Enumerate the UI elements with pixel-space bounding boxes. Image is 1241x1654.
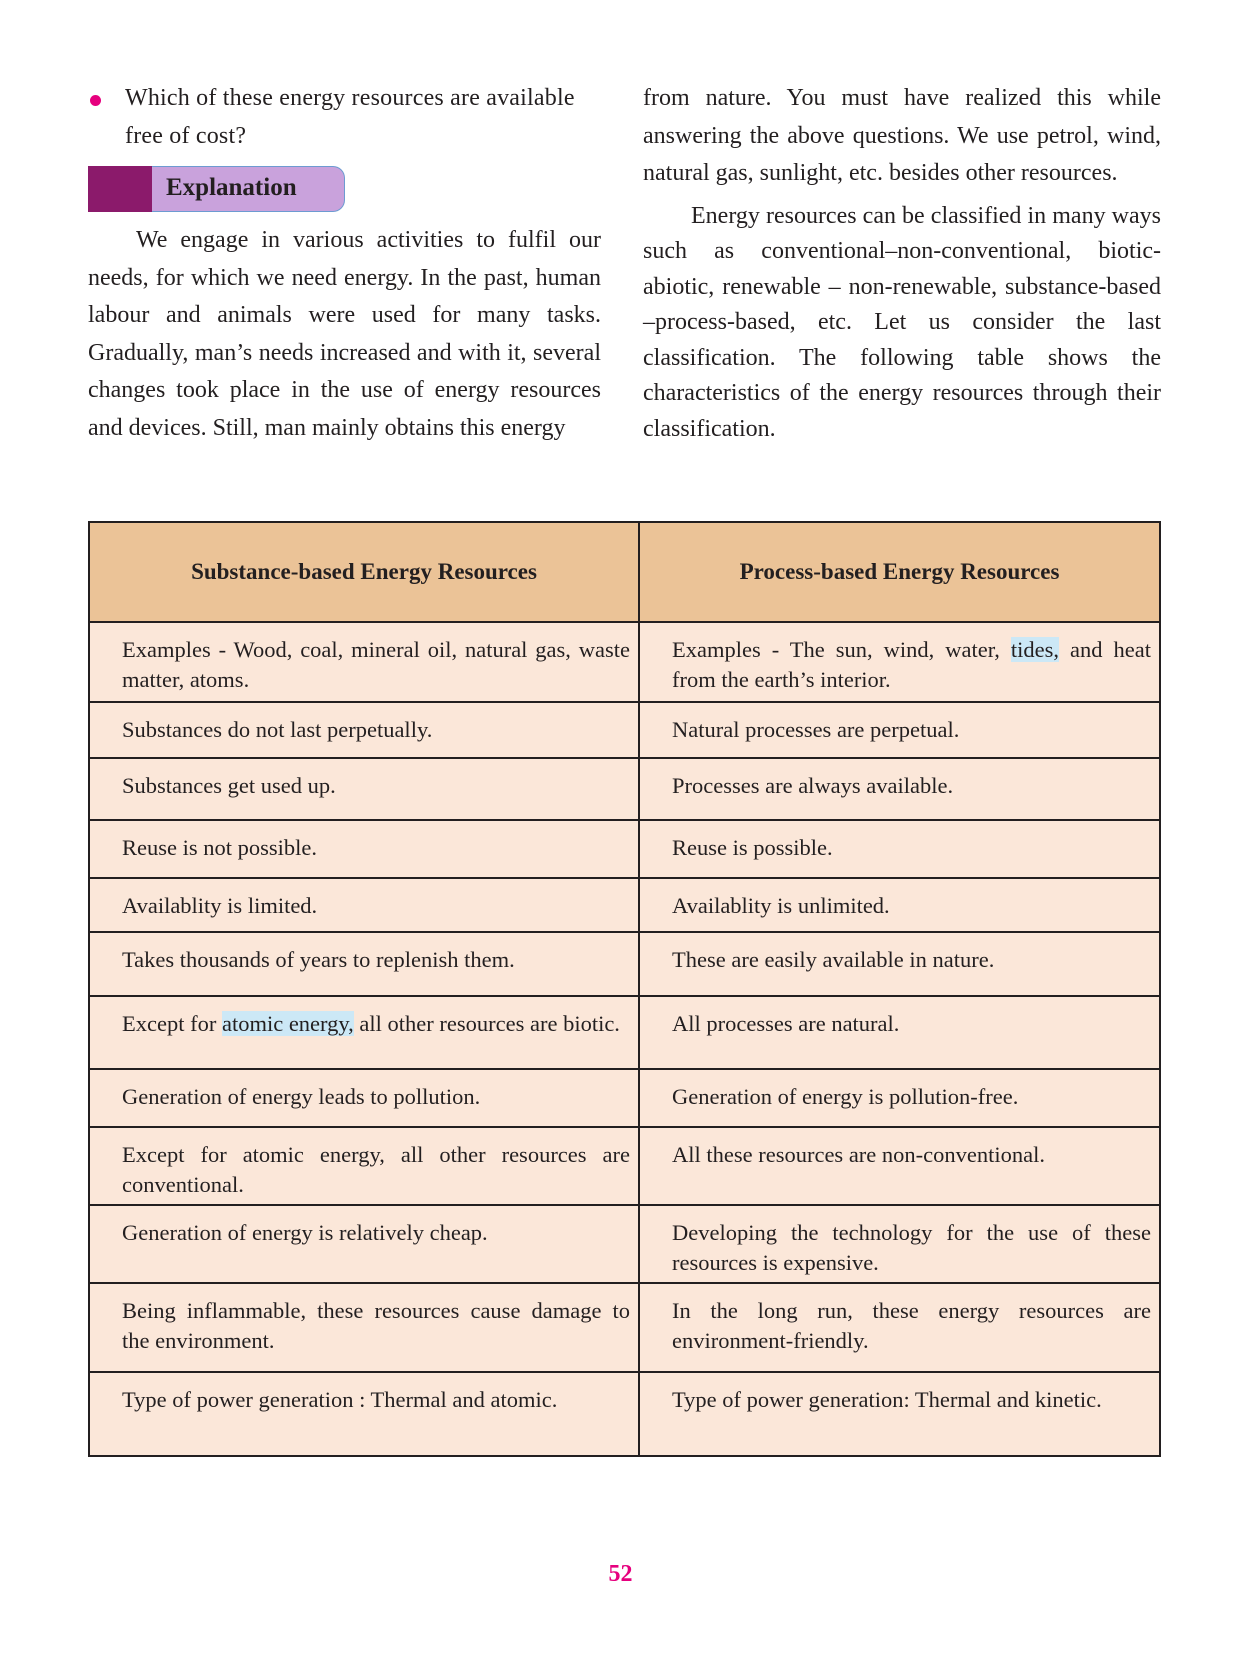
table-cell: Generation of energy is relatively cheap. xyxy=(89,1205,639,1283)
highlighted-text: tides, xyxy=(1010,637,1060,662)
table-cell: Generation of energy leads to pollution. xyxy=(89,1069,639,1127)
heading-tab-dark xyxy=(88,166,152,212)
table-cell: Type of power generation: Thermal and kinetic. xyxy=(639,1372,1160,1456)
table-cell xyxy=(639,622,1160,702)
table-row xyxy=(89,996,1160,1069)
table-cell: Reuse is not possible. xyxy=(89,820,639,878)
table-cell: Examples - Wood, coal, mineral oil, natural gas, waste matter, atoms. xyxy=(89,622,639,702)
table-row xyxy=(89,702,1160,758)
table-cell: All processes are natural. xyxy=(639,996,1160,1069)
table-cell: All these resources are non-conventional. xyxy=(639,1127,1160,1205)
table-cell: Being inflammable, these resources cause damage to the environment. xyxy=(89,1283,639,1372)
left-column xyxy=(88,80,601,447)
table-row xyxy=(89,1372,1160,1456)
right-paragraph-2: Energy resources can be classified in many ways such as conventional–non-conventional, biotic-abiotic, renewable – non-renewable, substance-based –process-based, etc. Let us consider the last classification. The following table shows the characteristics of the energy resources through their classification. xyxy=(643,202,1161,442)
table-row xyxy=(89,758,1160,820)
table-cell: Reuse is possible. xyxy=(639,820,1160,878)
explanation-paragraph: We engage in various activities to fulfil our needs, for which we need energy. In the past, human labour and animals were used for many tasks. Gradually, man’s needs increased and with it, several changes took place in the use of energy resources and devices. Still, man mainly obtains this energy xyxy=(88,227,601,441)
table-row xyxy=(89,1283,1160,1372)
table-cell: Substances get used up. xyxy=(89,758,639,820)
energy-resources-table xyxy=(88,521,1161,1457)
header-substance-based: Substance-based Energy Resources xyxy=(89,522,639,622)
table-cell xyxy=(89,996,639,1069)
table-row xyxy=(89,622,1160,702)
table-row xyxy=(89,820,1160,878)
bullet-text: Which of these energy resources are available free of cost? xyxy=(125,85,575,149)
table-cell: These are easily available in nature. xyxy=(639,932,1160,996)
table-cell: Type of power generation : Thermal and atomic. xyxy=(89,1372,639,1456)
table-cell: Substances do not last perpetually. xyxy=(89,702,639,758)
header-process-based: Process-based Energy Resources xyxy=(639,522,1160,622)
cell-text: all other resources are biotic. xyxy=(353,1011,620,1036)
page-number: 52 xyxy=(608,1561,633,1587)
right-column xyxy=(643,80,1161,447)
heading-text: Explanation xyxy=(166,174,297,201)
table-cell: In the long run, these energy resources are environment-friendly. xyxy=(639,1283,1160,1372)
question-bullet xyxy=(88,80,601,155)
table-row xyxy=(89,1205,1160,1283)
cell-text: Except for xyxy=(122,1011,222,1036)
table-cell: Generation of energy is pollution-free. xyxy=(639,1069,1160,1127)
table-header-row xyxy=(89,522,1160,622)
right-paragraph-1: from nature. You must have realized this while answering the above questions. We use petrol, wind, natural gas, sunlight, etc. besides other resources. xyxy=(643,85,1161,186)
table-cell: Developing the technology for the use of these resources is expensive. xyxy=(639,1205,1160,1283)
explanation-heading xyxy=(88,166,346,212)
cell-text: and heat from the earth’s interior. xyxy=(672,637,1151,692)
table-row xyxy=(89,878,1160,932)
table-row xyxy=(89,1069,1160,1127)
table-cell: Availablity is unlimited. xyxy=(639,878,1160,932)
table-cell: Takes thousands of years to replenish them. xyxy=(89,932,639,996)
highlighted-text: atomic energy, xyxy=(221,1011,354,1036)
table-cell: Availablity is limited. xyxy=(89,878,639,932)
cell-text: Examples - The sun, wind, water, xyxy=(672,637,1011,662)
table-cell: Natural processes are perpetual. xyxy=(639,702,1160,758)
table-row xyxy=(89,932,1160,996)
bullet-dot-icon xyxy=(90,95,101,106)
table-row xyxy=(89,1127,1160,1205)
table-cell: Processes are always available. xyxy=(639,758,1160,820)
table-cell: Except for atomic energy, all other resources are conventional. xyxy=(89,1127,639,1205)
